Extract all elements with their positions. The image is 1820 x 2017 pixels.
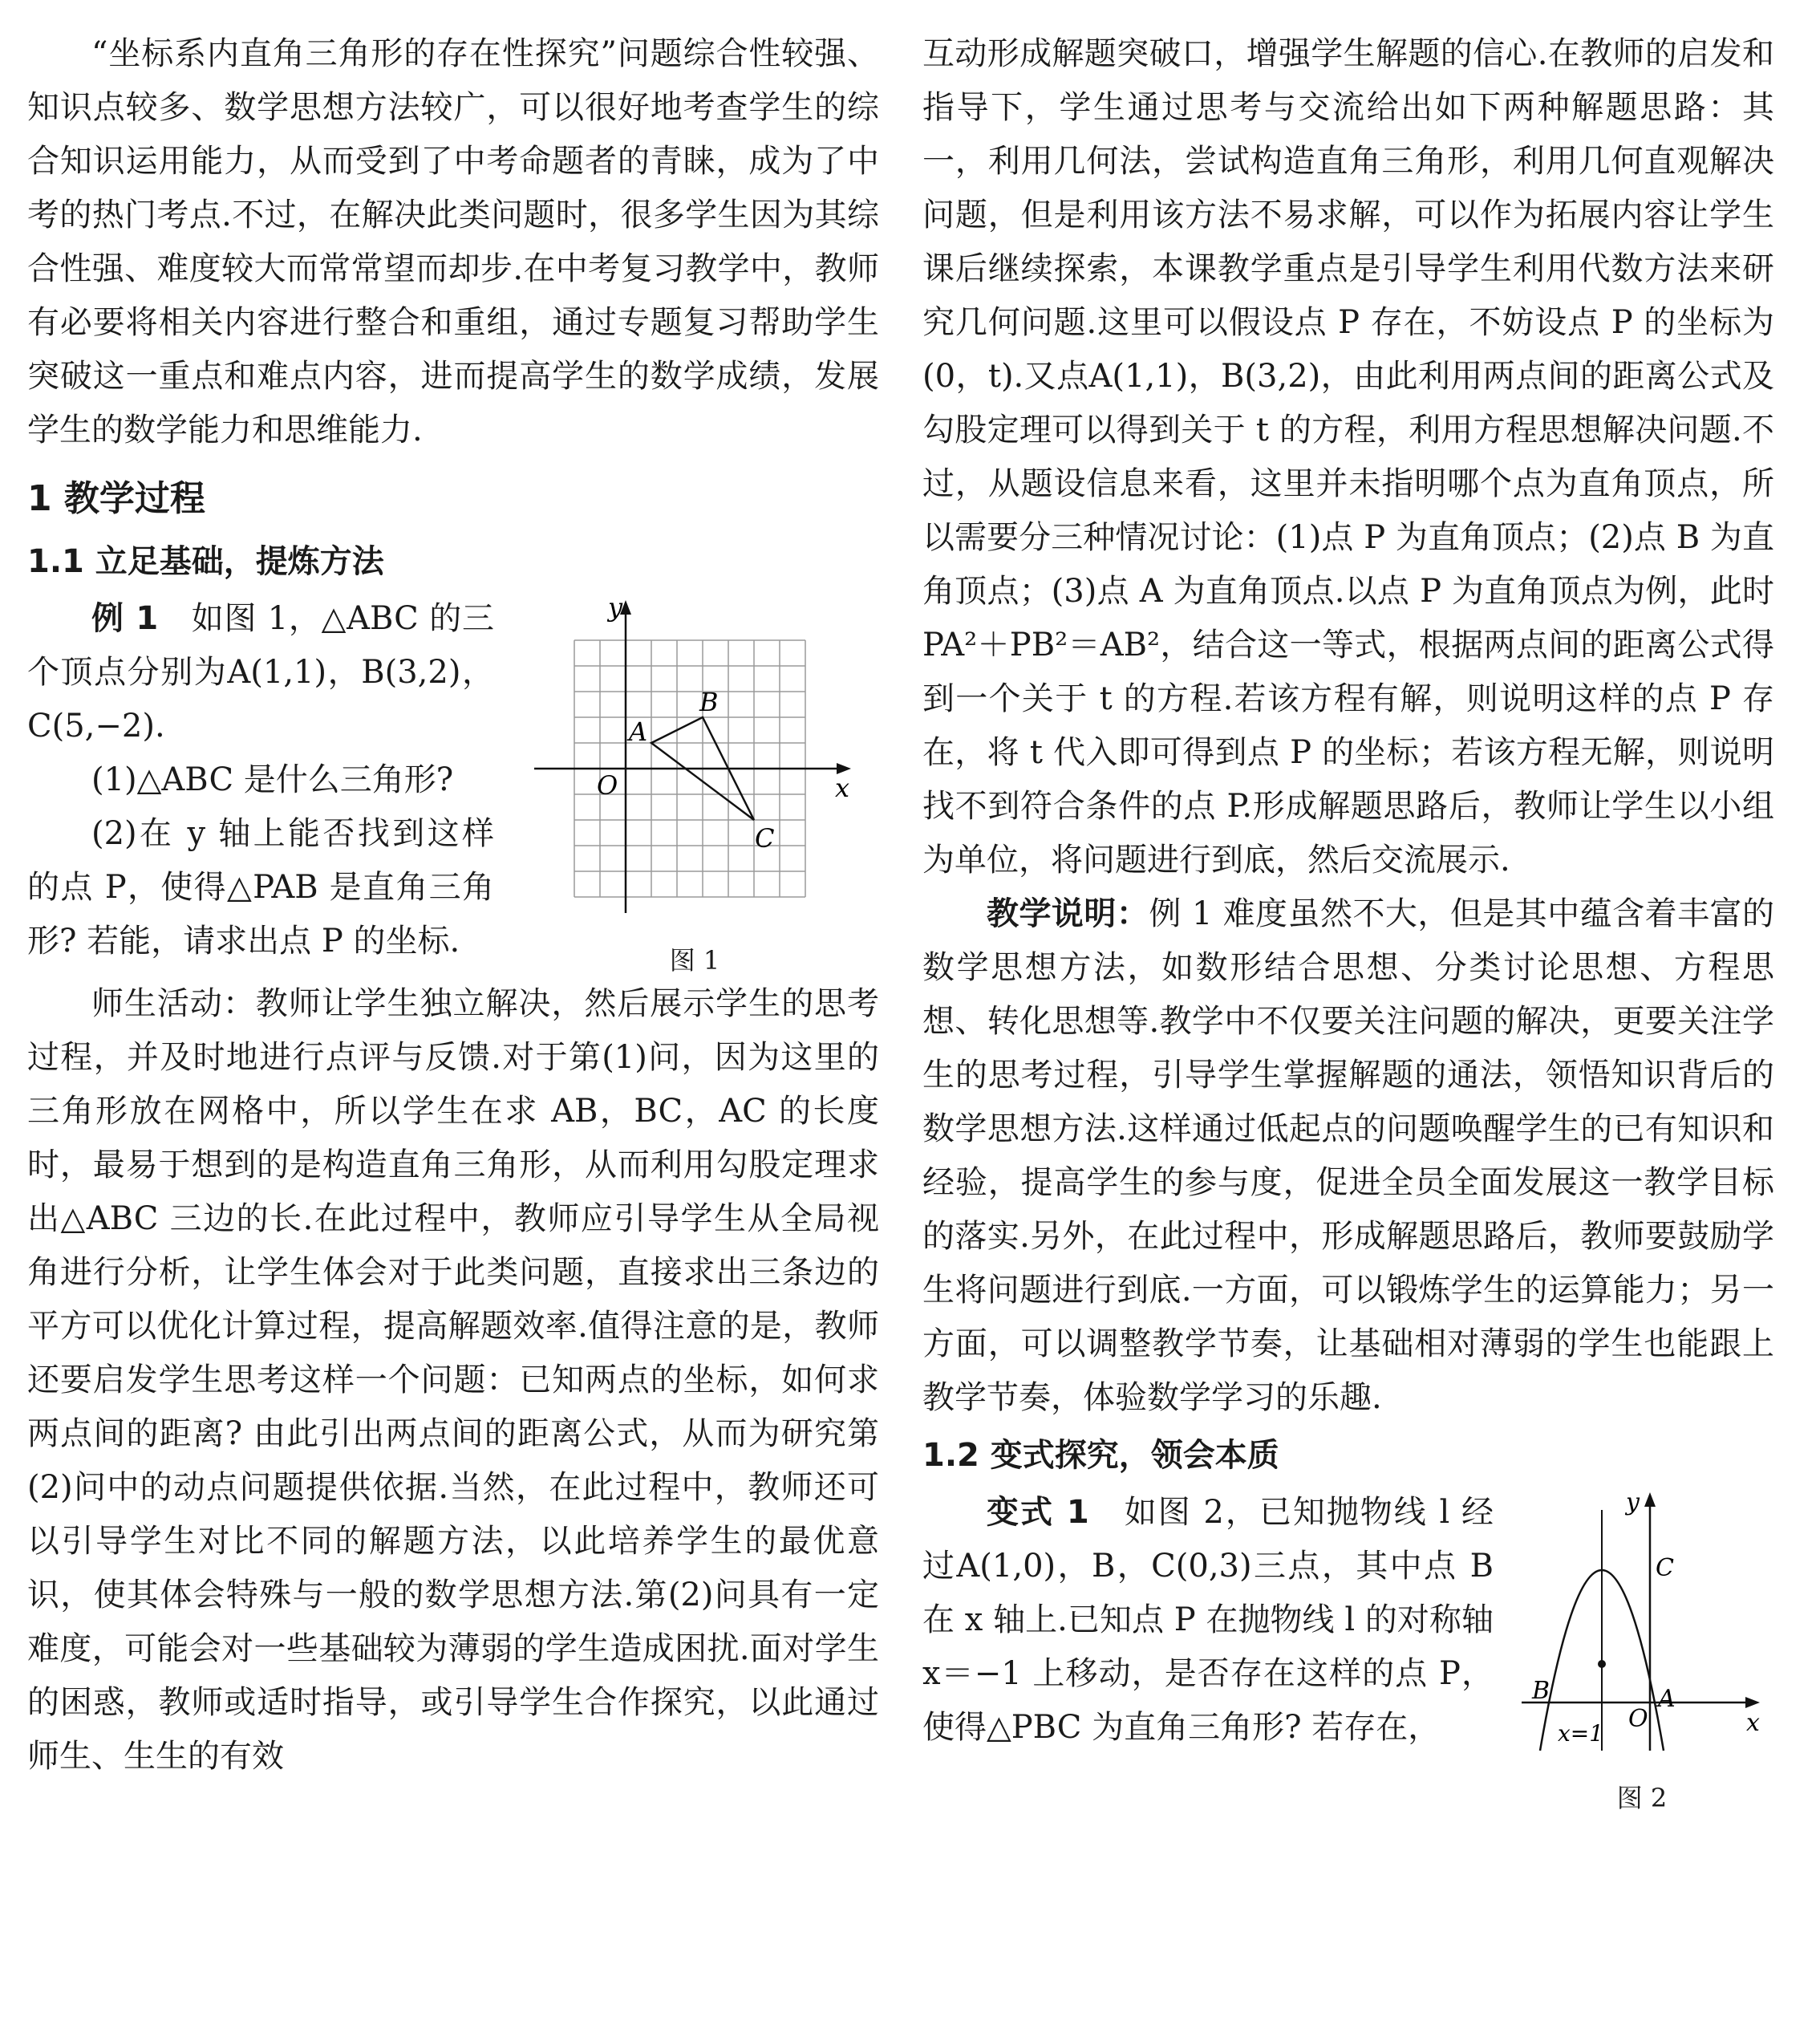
figure-2-graph [1510, 1486, 1774, 1775]
variant-1-block [922, 1486, 1774, 1815]
figure-1 [510, 592, 879, 977]
section-heading-1: 1 教学过程 [27, 478, 205, 519]
figure-2 [1510, 1486, 1774, 1815]
variant-1-label: 变式 1 [987, 1494, 1089, 1531]
fig2-x-label: x [1746, 1709, 1760, 1737]
figure-1-caption: 图 1 [669, 945, 720, 976]
variant-1-statement [922, 1486, 1494, 1755]
fig2-origin-label: O [1628, 1705, 1648, 1733]
fig2-symmetry-axis-label: x=1 [1558, 1720, 1604, 1747]
fig1-point-a-label: A [629, 716, 648, 747]
variant-1-body: 如图 2，已知抛物线 l 经过A(1,0)，B，C(0,3)三点，其中点 B 在 x 轴上.已知点 P 在抛物线 l 的对称轴 x＝−1 上移动，是否存在这样的点 P，使得△PBC 为直角三角形? 若存在， [922, 1494, 1494, 1746]
example-1-block [27, 592, 879, 977]
fig2-point-c-label: C [1656, 1554, 1674, 1582]
teaching-note-body: 例 1 难度虽然不大，但是其中蕴含着丰富的数学思想方法，如数形结合思想、分类讨论思想、方程思想、转化思想等.教学中不仅要关注问题的解决，更要关注学生的思考过程，引导学生掌握解题的通法，领悟知识背后的数学思想方法.这样通过低起点的问题唤醒学生的已有知识和经验，提高学生的参与度，促进全员全面发展这一教学目标的落实.另外，在此过程中，形成解题思路后，教师要鼓励学生将问题进行到底.一方面，可以锻炼学生的运算能力；另一方面，可以调整教学节奏，让基础相对薄弱的学生也能跟上教学节奏，体验数学学习的乐趣. [922, 895, 1775, 1416]
fig1-point-c-label: C [755, 823, 775, 854]
fig1-point-b-label: B [699, 687, 719, 717]
variant-1-text [922, 1486, 1494, 1755]
fig2-point-b-label: B [1532, 1677, 1550, 1705]
example-1-question-2: (2)在 y 轴上能否找到这样的点 P，使得△PAB 是直角三角形? 若能，请求出点 P 的坐标. [27, 815, 494, 960]
example-1-text [27, 592, 494, 968]
fig2-point-a-label: A [1658, 1685, 1676, 1713]
fig1-x-label: x [835, 773, 850, 803]
teaching-note-paragraph [922, 887, 1774, 1425]
example-1-statement [27, 592, 494, 753]
left-column [27, 27, 879, 1784]
teaching-note-label: 教学说明： [987, 895, 1149, 932]
figure-2-caption: 图 2 [1616, 1783, 1668, 1813]
subsection-heading-1-2: 1.2 变式探究，领会本质 [922, 1437, 1279, 1474]
example-1-body: 如图 1，△ABC 的三个顶点分别为A(1,1)，B(3,2)，C(5,−2). [27, 600, 494, 745]
activity-paragraph: 师生活动：教师让学生独立解决，然后展示学生的思考过程，并及时地进行点评与反馈.对于第(1)问，因为这里的三角形放在网格中，所以学生在求 AB，BC，AC 的长度时，最易于想到的是构造直角三角形，从而利用勾股定理求出△ABC 三边的长.在此过程中，教师应引导学生从全局视角进行分析，让学生体会对于此类问题，直接求出三条边的平方可以优化计算过程，提高解题效率.值得注意的是，教师还要启发学生思考这样一个问题：已知两点的坐标，如何求两点间的距离? 由此引出两点间的距离公式，从而为研究第(2)问中的动点问题提供依据.当然，在此过程中，教师还可以引导学生对比不同的解题方法，以此培养学生的最优意识，使其体会特殊与一般的数学思想方法.第(2)问具有一定难度，可能会对一些基础较为薄弱的学生造成困扰.面对学生的困惑，教师或适时指导，或引导学生合作探究，以此通过师生、生生的有效 [27, 985, 879, 1775]
right-column [922, 27, 1774, 1815]
fig2-y-label: y [1626, 1488, 1640, 1516]
continuation-paragraph: 互动形成解题突破口，增强学生解题的信心.在教师的启发和指导下，学生通过思考与交流给出如下两种解题思路：其一，利用几何法，尝试构造直角三角形，利用几何直观解决问题，但是利用该方法不易求解，可以作为拓展内容让学生课后继续探索，本课教学重点是引导学生利用代数方法来研究几何问题.这里可以假设点 P 存在，不妨设点 P 的坐标为(0，t).又点A(1,1)，B(3,2)，由此利用两点间的距离公式及勾股定理可以得到关于 t 的方程，利用方程思想解决问题.不过，从题设信息来看，这里并未指明哪个点为直角顶点，所以需要分三种情况讨论：(1)点 P 为直角顶点；(2)点 B 为直角顶点；(3)点 A 为直角顶点.以点 P 为直角顶点为例，此时 PA²＋PB²＝AB²，结合这一等式，根据两点间的距离公式得到一个关于 t 的方程.若该方程有解，则说明这样的点 P 存在，将 t 代入即可得到点 P 的坐标；若该方程无解，则说明找不到符合条件的点 P.形成解题思路后，教师让学生以小组为单位，将问题进行到底，然后交流展示. [922, 35, 1774, 879]
fig1-y-label: y [608, 592, 623, 623]
example-1-label: 例 1 [91, 600, 159, 637]
point-p-marker [1598, 1660, 1606, 1668]
intro-paragraph: “坐标系内直角三角形的存在性探究”问题综合性较强、知识点较多、数学思想方法较广，可以很好地考查学生的综合知识运用能力，从而受到了中考命题者的青睐，成为了中考的热门考点.不过，在解决此类问题时，很多学生因为其综合性强、难度较大而常常望而却步.在中考复习教学中，教师有必要将相关内容进行整合和重组，通过专题复习帮助学生突破这一重点和难点内容，进而提高学生的数学成绩，发展学生的数学能力和思维能力. [27, 35, 879, 448]
example-1-question-1: (1)△ABC 是什么三角形? [91, 761, 454, 798]
subsection-heading-1-1: 1.1 立足基础，提炼方法 [27, 543, 384, 580]
figure-1-graph [518, 592, 871, 937]
fig1-origin-label: O [597, 770, 618, 801]
